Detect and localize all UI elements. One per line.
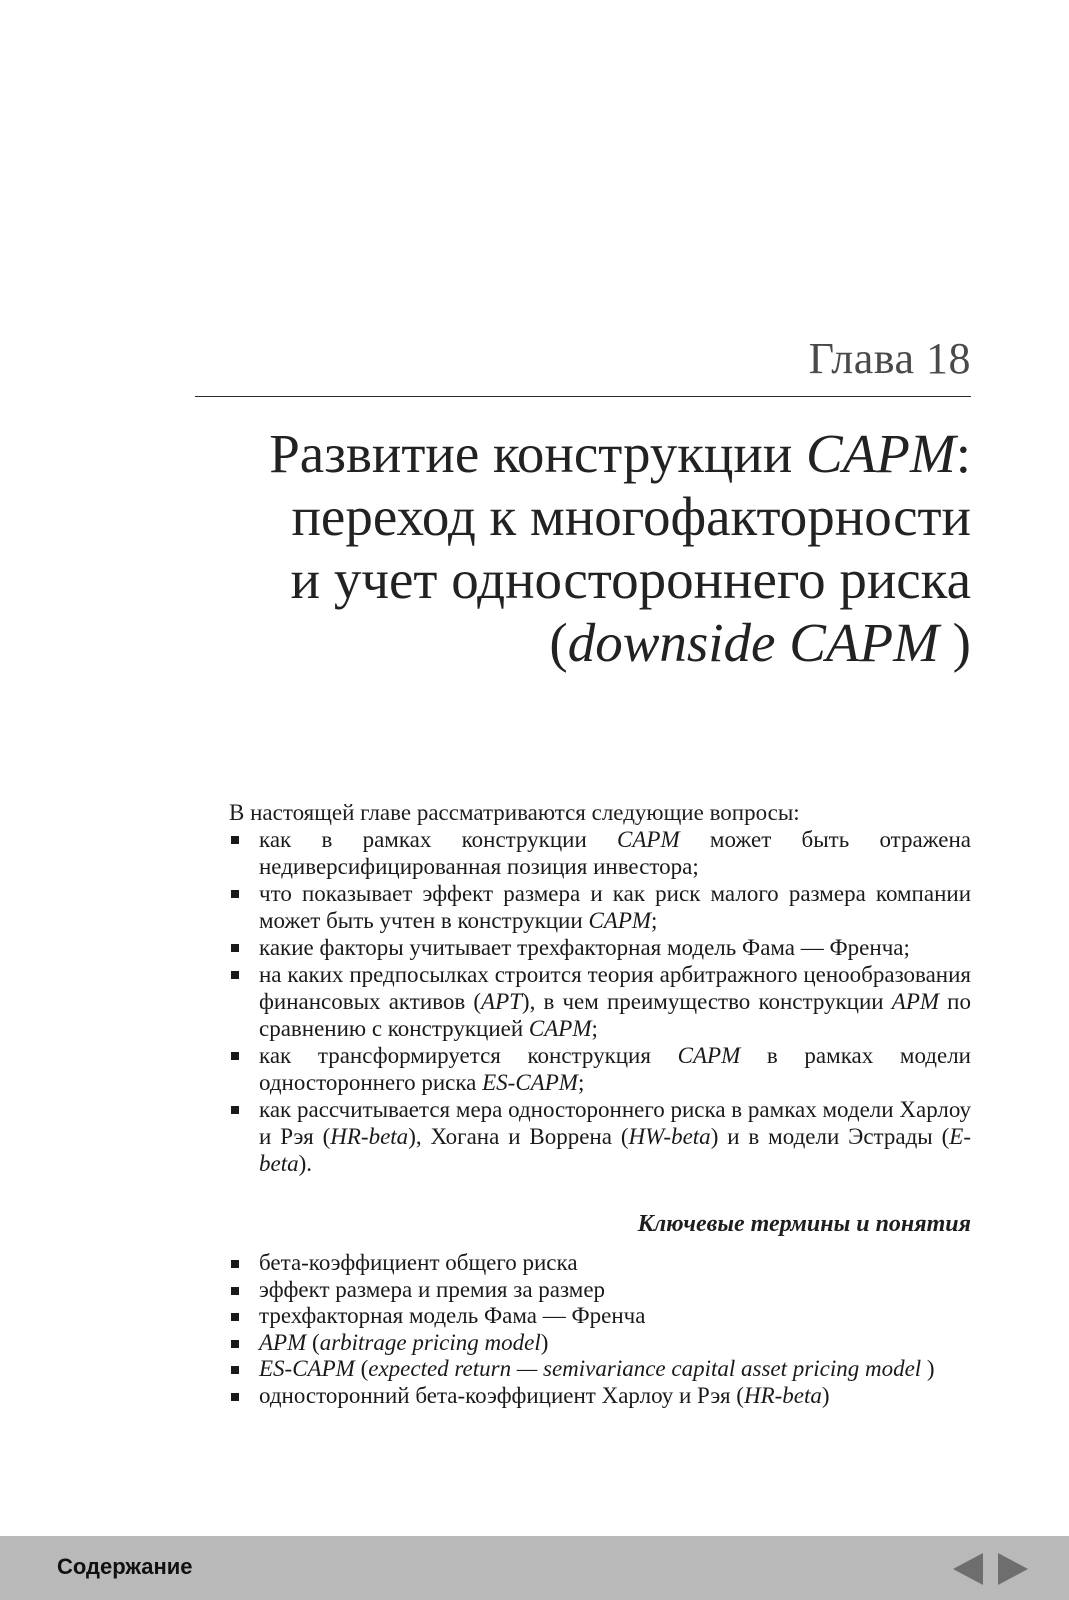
italic-term: CAPM: [617, 827, 680, 852]
chapter-number: Глава 18: [808, 334, 971, 383]
key-terms-list: [229, 1250, 971, 1409]
italic-term: APT: [481, 989, 522, 1014]
italic-term: ES-CAPM: [482, 1070, 578, 1095]
title-italic: CAPM: [806, 423, 956, 484]
title-line-1: [211, 422, 971, 485]
italic-term: CAPM: [588, 908, 652, 933]
list-text: как трансформируется конструкция: [259, 1043, 678, 1068]
list-text: ;: [577, 1070, 585, 1095]
term-item: [229, 1250, 971, 1277]
list-text: по сравнению с конструкцией: [259, 989, 971, 1041]
list-text: как в рамках конструкции: [259, 827, 618, 852]
italic-term: APM: [891, 989, 940, 1014]
chapter-rule: [195, 396, 971, 397]
next-page-icon[interactable]: [998, 1553, 1028, 1585]
list-text: ), Хогана и Воррена (: [408, 1124, 629, 1149]
list-text: какие факторы учитывает трехфакторная модель Фама — Френча;: [259, 935, 910, 960]
title-text: (: [549, 612, 568, 673]
question-item: [229, 934, 971, 961]
list-text: бета-коэффициент общего риска: [259, 1250, 578, 1275]
italic-term: E-beta: [259, 1124, 972, 1176]
list-text: ).: [298, 1151, 313, 1176]
term-item: [229, 1356, 971, 1383]
table-of-contents-link[interactable]: Содержание: [57, 1554, 193, 1579]
question-item: [229, 826, 971, 880]
list-text: как рассчитывается мера одностороннего риска в рамках модели Харлоу и Рэя (: [259, 1097, 971, 1149]
list-text: ;: [651, 908, 658, 933]
list-text: может быть отражена недиверсифицированная позиция инвестора;: [259, 827, 971, 879]
list-text: на каких предпосылках строится теория арбитражного ценообразования финансовых активов (: [259, 962, 971, 1014]
list-text: в рамках модели одностороннего риска: [259, 1043, 971, 1095]
key-terms-heading: Ключевые термины и понятия: [637, 1211, 971, 1237]
italic-term: CAPM: [677, 1043, 741, 1068]
list-text: (: [306, 1329, 320, 1355]
list-text: ), в чем преимущество конструкции: [521, 989, 892, 1014]
intro-paragraph: В настоящей главе рассматриваются следующие вопросы:: [229, 800, 800, 825]
italic-term: HR-beta: [330, 1124, 409, 1149]
list-text: (: [354, 1356, 369, 1381]
question-item: [229, 961, 971, 1042]
question-item: [229, 1096, 971, 1177]
list-text: ) и в модели Эстрады (: [710, 1124, 950, 1149]
term-item: [229, 1383, 971, 1410]
title-line-2: [211, 485, 971, 548]
title-text: :: [955, 423, 971, 484]
title-italic: downside CAPM: [567, 612, 939, 673]
list-text: ): [821, 1382, 830, 1408]
term-item: [229, 1330, 971, 1357]
italic-term: arbitrage pricing model: [319, 1329, 541, 1355]
question-item: [229, 1042, 971, 1096]
list-text: трехфакторная модель Фама — Френча: [259, 1303, 646, 1328]
italic-term: HR-beta: [743, 1382, 822, 1408]
title-line-3: [211, 548, 971, 611]
italic-term: CAPM: [528, 1016, 592, 1041]
italic-term: ES-CAPM: [259, 1356, 355, 1381]
list-text: односторонний бета-коэффициент Харлоу и Рэя (: [259, 1382, 744, 1408]
title-text: переход к многофакторности: [291, 486, 971, 547]
navigation-bar: [0, 1536, 1069, 1600]
list-text: ): [921, 1356, 935, 1381]
term-item: [229, 1277, 971, 1304]
list-text: что показывает эффект размера и как риск малого размера компании может быть учтен в конструкции: [259, 881, 971, 933]
title-text: Развитие конструкции: [269, 423, 807, 484]
list-text: эффект размера и премия за размер: [259, 1276, 606, 1302]
title-text: и учет одностороннего риска: [290, 549, 971, 610]
title-text: ): [938, 612, 971, 673]
question-item: [229, 880, 971, 934]
title-line-4: [211, 611, 971, 674]
term-item: [229, 1303, 971, 1330]
italic-term: expected return — semivariance capital asset pricing model: [368, 1356, 922, 1381]
list-text: ;: [591, 1016, 598, 1041]
italic-term: HW-beta: [628, 1124, 711, 1149]
prev-page-icon[interactable]: [953, 1553, 983, 1585]
chapter-title: [211, 422, 971, 674]
list-text: ): [540, 1329, 549, 1355]
questions-list: [229, 826, 971, 1177]
italic-term: APM: [259, 1329, 307, 1355]
